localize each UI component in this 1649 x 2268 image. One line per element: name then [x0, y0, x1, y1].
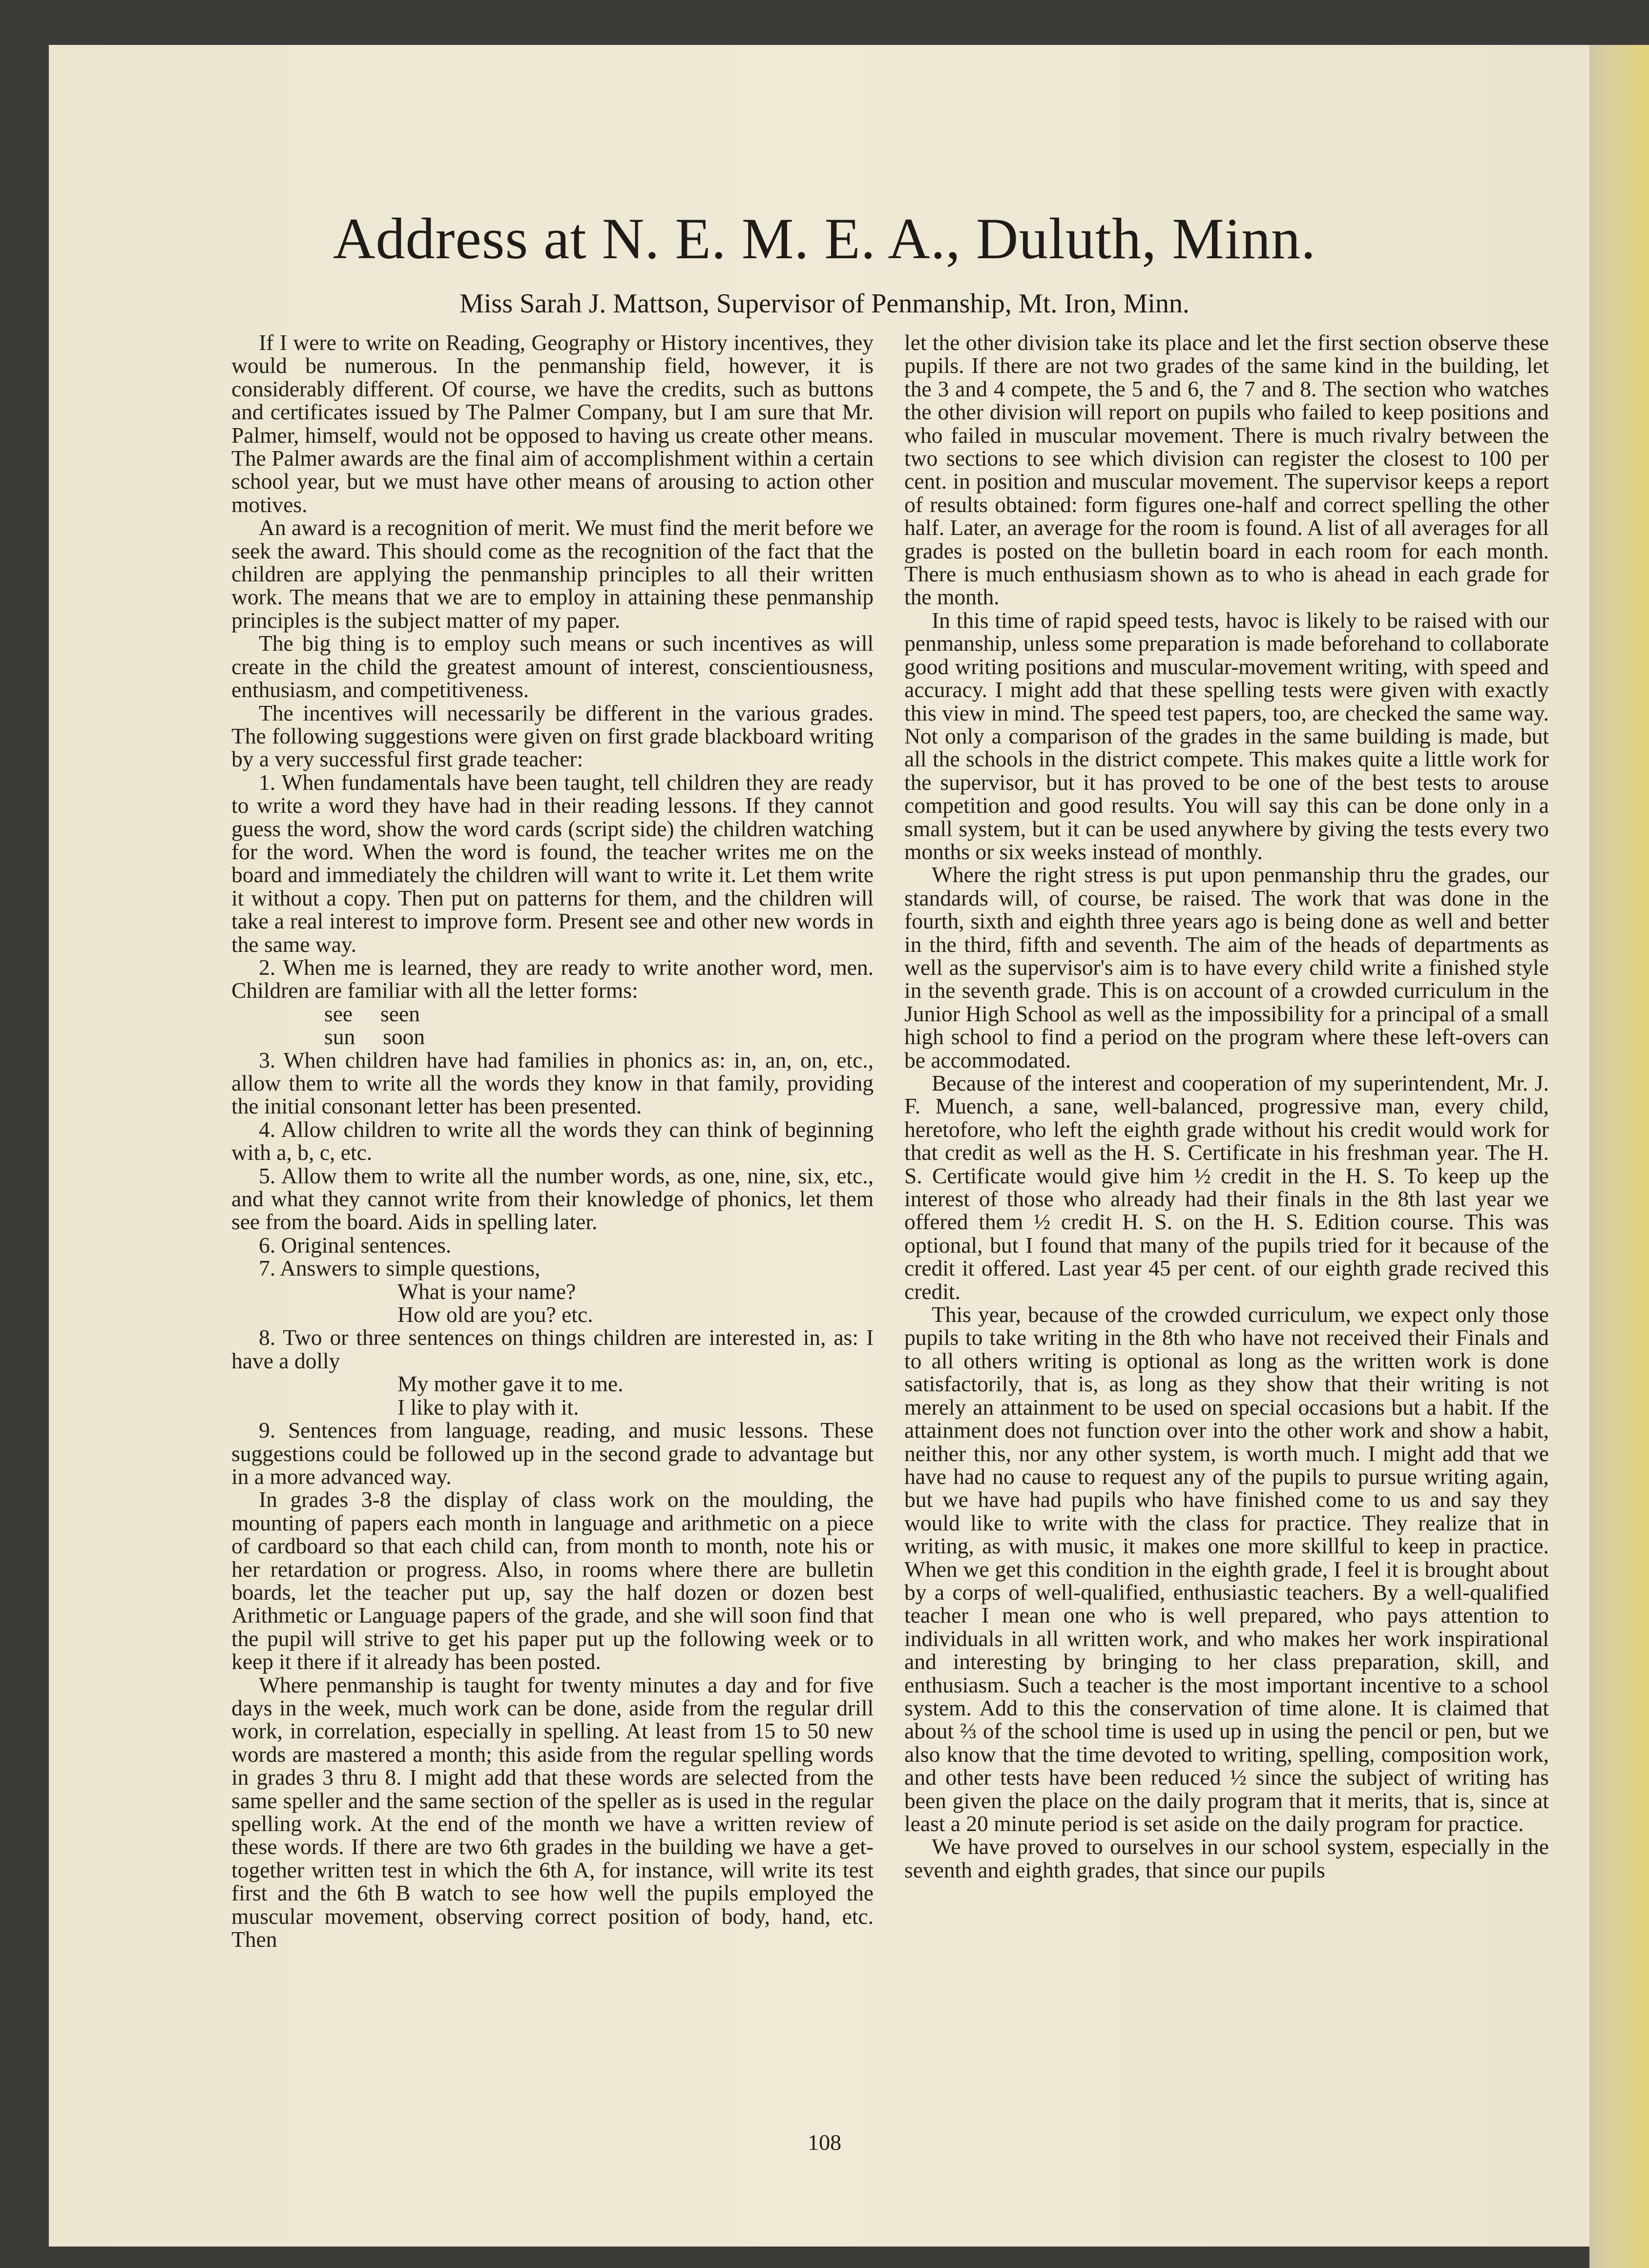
- page-number: 108: [808, 2130, 841, 2155]
- paragraph: let the other division take its place and let the first section observe these pupils. If there are not two grades of the same kind in the building, let the 3 and 4 compete, the 5 and 6, the 7 and 8. The section who watches the other division will report on pupils who failed to keep positions and who failed in muscular movement. There is much rivalry between the two sections to see which division can register the closest to 100 per cent. in position and muscular movement. The supervisor keeps a report of results obtained: form figures one-half and correct spelling the other half. Later, an average for the room is found. A list of all averages for all grades is posted on the bulletin board in each room for each month. There is much enthusiasm shown as to who is ahead in each grade for the month.: [904, 330, 1549, 610]
- paragraph: An award is a recognition of merit. We must find the merit before we seek the award. This should come as the recognition of the fact that the children are applying the penmanship principles to all their written work. The means that we are to employ in attaining these penmanship principles is the subject matter of my paper.: [231, 515, 874, 633]
- example-words: sun soon: [324, 1024, 425, 1050]
- example-sentence: I like to play with it.: [397, 1394, 579, 1420]
- paragraph: The incentives will necessarily be different in the various grades. The following suggestions were given on first grade blackboard writing by a very successful first grade teacher:: [231, 700, 874, 772]
- paragraph: 2. When me is learned, they are ready to write another word, men. Children are familiar with all the letter forms:: [231, 954, 874, 1003]
- example-sentence: How old are you? etc.: [397, 1302, 593, 1327]
- paragraph: 3. When children have had families in phonics as: in, an, on, etc., allow them to write all the words they know in that family, providing the initial consonant letter has been presented.: [231, 1047, 874, 1119]
- paragraph: 9. Sentences from language, reading, and music lessons. These suggestions could be followed up in the second grade to advantage but in a more advanced way.: [231, 1418, 874, 1489]
- paragraph: 5. Allow them to write all the number words, as one, nine, six, etc., and what they cannot write from their knowledge of phonics, let them see from the board. Aids in spelling later.: [231, 1163, 874, 1235]
- right-column: [904, 331, 1549, 1881]
- paragraph: 1. When fundamentals have been taught, tell children they are ready to write a word they have had in their reading lessons. If they cannot guess the word, show the word cards (script side) the children watching for the word. When the word is found, the teacher writes me on the board and immediately the children will want to write it. Let them write it without a copy. Then put on patterns for them, and the children will take a real interest to improve form. Present see and other new words in the same way.: [231, 769, 874, 957]
- paragraph: In this time of rapid speed tests, havoc is likely to be raised with our penmanship, unless some preparation is made beforehand to collaborate good writing positions and muscular-movement writing, with speed and accuracy. I might add that these spelling tests were given with exactly this view in mind. The speed test papers, too, are checked the same way. Not only a comparison of the grades in the same building is made, but all the schools in the district compete. This makes quite a little work for the supervisor, but it has proved to be one of the best tests to arouse competition and good results. You will say this can be done only in a small system, but it can be used anywhere by giving the tests every two months or six weeks instead of monthly.: [904, 607, 1549, 864]
- article-title: Address at N. E. M. E. A., Duluth, Minn.: [333, 206, 1316, 271]
- paragraph: Where the right stress is put upon penmanship thru the grades, our standards will, of course, be raised. The work that was done in the fourth, sixth and eighth three years ago is being done as well and better in the third, fifth and seventh. The aim of the heads of departments as well as the supervisor's aim is to have every child write a finished style in the seventh grade. This is on account of a crowded curriculum in the Junior High School as well as the impossibility for a principal of a small high school to find a period on the program where these left-overs can be accommodated.: [904, 862, 1549, 1072]
- paragraph: 7. Answers to simple questions,: [259, 1256, 541, 1281]
- paragraph: The big thing is to employ such means or such incentives as will create in the child the greatest amount of interest, conscientiousness, enthusiasm, and competitiveness.: [231, 631, 874, 702]
- example-words: see seen: [324, 1001, 420, 1026]
- page-edge: [1589, 45, 1649, 2268]
- paragraph: In grades 3-8 the display of class work on the moulding, the mounting of papers each month in language and arithmetic on a piece of cardboard so that each child can, from month to month, note his or her retardation or progress. Also, in rooms where there are bulletin boards, let the teacher put up, say the half dozen or dozen best Arithmetic or Language papers of the grade, and she will soon find that the pupil will strive to get his paper put up the following week or to keep it there if it already has been posted.: [231, 1487, 874, 1674]
- paragraph: If I were to write on Reading, Geography or History incentives, they would be numerous. In the penmanship field, however, it is considerably different. Of course, we have the credits, such as buttons and certificates issued by The Palmer Company, but I am sure that Mr. Palmer, himself, would not be opposed to having us create other means. The Palmer awards are the final aim of accomplishment within a certain school year, but we must have other means of arousing to action other motives.: [231, 330, 874, 517]
- paragraph: We have proved to ourselves in our school system, especially in the seventh and eighth grades, that since our pupils: [904, 1834, 1549, 1882]
- article-byline: Miss Sarah J. Mattson, Supervisor of Penmanship, Mt. Iron, Minn.: [459, 289, 1190, 319]
- paragraph: Where penmanship is taught for twenty minutes a day and for five days in the week, much work can be done, aside from the regular drill work, in correlation, especially in spelling. At least from 15 to 50 new words are mastered a month; this aside from the regular spelling words in grades 3 thru 8. I might add that these words are selected from the same speller and the same section of the speller as is used in the regular spelling work. At the end of the month we have a written review of these words. If there are two 6th grades in the building we have a get-together written test in which the 6th A, for instance, will write its test first and the 6th B watch to see how well the pupils employed the muscular movement, observing correct position of body, hand, etc. Then: [231, 1672, 874, 1952]
- paragraph: 8. Two or three sentences on things children are interested in, as: I have a dolly: [231, 1325, 874, 1373]
- example-sentence: What is your name?: [397, 1278, 576, 1304]
- paragraph: 6. Original sentences.: [259, 1232, 452, 1258]
- left-column: [231, 331, 874, 1951]
- paragraph: This year, because of the crowded curriculum, we expect only those pupils to take writing in the 8th who have not received their Finals and to all others writing is optional as long as the written work is done satisfactorily, that is, as long as they show that their writing is not merely an attainment to be used on special occasions but a habit. If the attainment does not function over into the other work and show a habit, neither this, nor any other system, is worth much. I might add that we have had no cause to request any of the pupils to pursue writing again, but we have had pupils who have finished come to us and say they would like to write with the class for practice. They realize that in writing, as with music, it makes one more skillful to keep in practice. When we get this condition in the eighth grade, I feel it is brought about by a corps of well-qualified, enthusiastic teachers. By a well-qualified teacher I mean one who is well prepared, who pays attention to individuals in all written work, and who makes her work inspirational and interesting by bringing to her class preparation, skill, and enthusiasm. Such a teacher is the most important incentive to a school system. Add to this the conservation of time alone. It is claimed that about ⅔ of the school time is used up in using the pencil or pen, but we also know that the time devoted to writing, spelling, composition work, and other tests have been reduced ½ since the subject of writing has been given the place on the daily program that it merits, that is, since at least a 20 minute period is set aside on the daily program for practice.: [904, 1302, 1549, 1836]
- example-sentence: My mother gave it to me.: [397, 1371, 624, 1397]
- paragraph: 4. Allow children to write all the words they can think of beginning with a, b, c, etc.: [231, 1116, 874, 1165]
- paragraph: Because of the interest and cooperation of my superintendent, Mr. J. F. Muench, a sane, well-balanced, progressive man, every child, heretofore, who left the eighth grade without his credit would work for that credit as well as the H. S. Certificate in his freshman year. The H. S. Certificate would give him ½ credit in the H. S. To keep up the interest of those who already had their finals in the 8th last year we offered them ½ credit H. S. on the H. S. Edition course. This was optional, but I found that many of the pupils tried for it because of the credit it offered. Last year 45 per cent. of our eighth grade recived this credit.: [904, 1071, 1549, 1304]
